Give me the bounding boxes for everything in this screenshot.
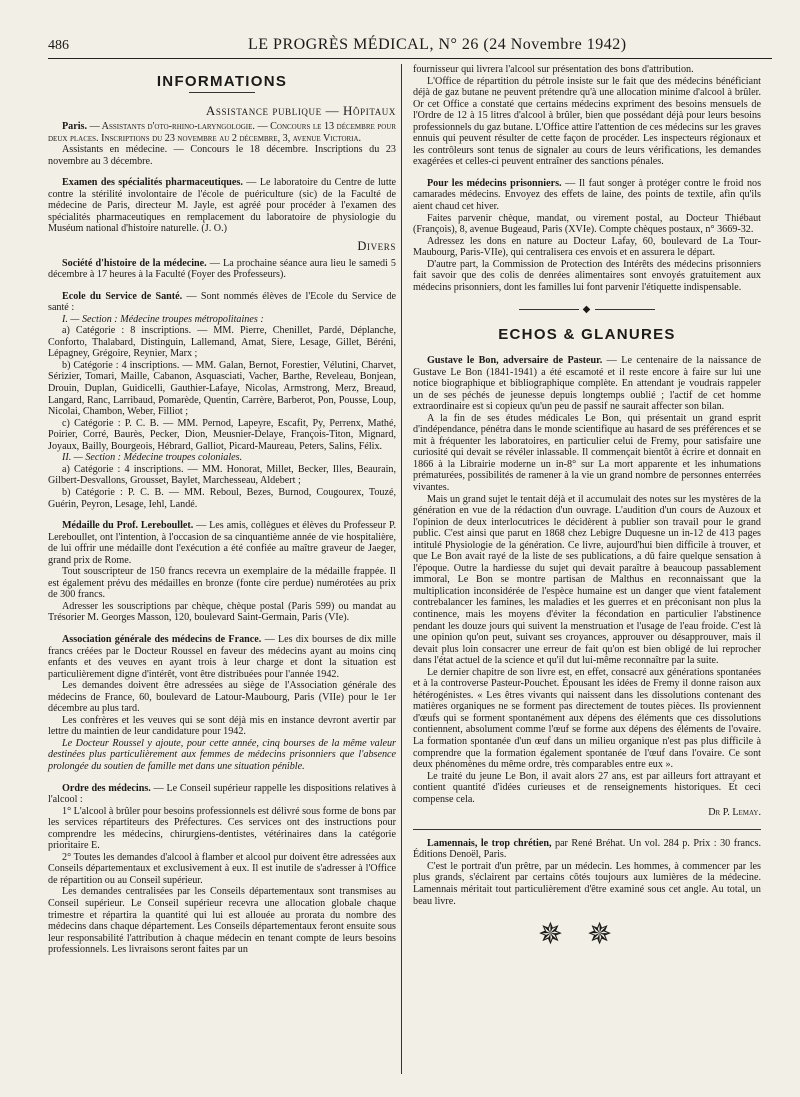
diamond-icon: ◆ [582, 303, 592, 315]
notice-ecole: Ecole du Service de Santé. — Sont nommés élèves de l'Ecole du Service de santé : [48, 290, 396, 314]
ecole-cat-a: a) Catégorie : 8 inscriptions. — MM. Pierre, Chenillet, Pardé, Déplanche, Conforto, Thalabard, Distinguin, Lallemand, Amat, Siere, Lesage, Gillet, Béréni, Lépagney, Grégoire, Reynier, Marx ; [48, 325, 396, 360]
continued-text: fournisseur qui livrera l'alcool sur présentation des bons d'attribution. [413, 64, 694, 75]
column-divider [401, 64, 402, 1074]
association-p3: Les confrères et les veuves qui se sont déjà mis en instance devront avertir par lettre du maintien de leur candidature pour 1942. [48, 714, 396, 738]
signature: Dr P. Lemay. [708, 807, 761, 819]
ecole-2-cat-a: a) Catégorie : 4 inscriptions. — MM. Honorat, Millet, Becker, Illes, Beaurain, Gilbert-Desvallons, Grousset, Baylet, Marchesseau, Aldebert ; [48, 463, 396, 487]
ordre-p1: 1° L'alcool à brûler pour besoins professionnels est délivré sous forme de bons par les services répartiteurs des Préfectures. Ces services ont des instructions pour comprendre les médecins, chirurgiens-dentistes, vétérinaires dans la catégorie prioritaire E. [48, 805, 397, 852]
ecole-section-2: II. — Section : Médecine troupes coloniales. [62, 452, 243, 464]
decorative-stars-icon: ✵✵ [537, 918, 637, 952]
notice-prisonniers: Pour les médecins prisonniers. — Il faut songer à protéger contre le froid nos camarades médecins. Envoyez des effets de laine, des points de textile, afin qu'ils aient chaud cet hiver. [413, 177, 762, 213]
notice-examen: Examen des spécialités pharmaceutiques. — Le laboratoire du Centre de lutte contre la stérilité involontaire de l'école de puériculture (sic) de la Faculté de médecine de Paris, directeur M. Jayle, est agréé pour procéder à l'examen des spécialités pharmaceutiques en remplacement du laboratoire de physiologie du Muséum national d'histoire naturelle. (J. O.) [48, 177, 396, 235]
article-le-bon: Gustave le Bon, adversaire de Pasteur. — Le centenaire de la naissance de Gustave Le Bon (1841-1941) a été escamoté et il reste encore à faire sur lui une notice biographique et bibliographique complète. En attendant je voudrais rappeler un de ses péchés de jeunesse depuis longtemps oublié ; l'actif de cet homme extraordinaire est si copieux qu'un peu de passif ne saurait affecter son bilan. [413, 354, 761, 413]
notice-lead: Paris. [62, 121, 88, 133]
le-bon-p5: Le traité du jeune Le Bon, il avait alors 27 ans, est par ailleurs fort attrayant et contient quantité d'idées curieuses et de renseignements historiques. Et ceci compense cela. [413, 770, 761, 805]
association-p4: Le Docteur Roussel y ajoute, pour cette année, cinq bourses de la même valeur destinées plus particulièrement aux femmes de médecins prisonniers que l'absence prolongée du soutien de famille met dans une situation pénible. [48, 737, 396, 772]
ordre-p2: 2° Toutes les demandes d'alcool à flamber et alcool pur doivent être adressées aux Conseils départementaux et exclusivement à eux. Il est inutile de s'adresser à l'Office de répartition ou au Conseil supérieur. [48, 851, 396, 886]
journal-title: LE PROGRÈS MÉDICAL, N° 26 (24 Novembre 1942) [248, 36, 627, 53]
le-bon-p3: Mais un grand sujet le tentait déjà et il accumulait des notes sur les mystères de la génération en vue de la rédaction d'un ouvrage. L'audition d'un cours de Auzoux et l'opinion de deux interlocutrices le décidèrent à publier son travail pour le grand public. C'est ainsi que parut en 1868 chez Lebigre Duquesne un in-12 de 413 pages intitulé Physiologie de la génération. Ce livre, aujourd'hui bien difficile à trouver, et que Le Bon avait rayé de la liste de ses publications, a dû faire quelque sensation à l'époque. Outre la hardiesse du sujet qui devait paraître à beaucoup passablement immoral, Le Bon se montre partisan de Malthus en reconnaissant que la multiplication inconsidérée de l'espèce humaine est un danger que vient fatalement contrebalancer les famines, les maladies et les guerres et en préconisant non plus la continence, mais les moyens d'éviter la fécondation en particulier l'abstinence pendant les douze jours qui suivent la menstruation et l'usage de l'eau froide. C'est là une opinion qu'on peut, suivant ses croyances, approuver ou désapprouver, mais il devait plus loin consacrer une erreur de fait qu'on est bien obligé de lui reprocher dans l'état actuel de la science et qu'il dut lui-même reconnaître par la suite. [413, 493, 761, 667]
petrole-notice: L'Office de répartition du pétrole insiste sur le fait que des médecins bénéficiant déjà de gaz butane ne peuvent prétendre qu'à une allocation minime d'alcool à brûler. Or cet Office a constaté que certains médecins expriment des besoins mensuels de l'Ordre de 12 à 15 litres d'alcool à brûler, bien que possédant déjà pour leurs besoins professionnels du gaz butane. L'Office attire l'attention de ces médecins sur les graves ennuis qui peuvent résulter de cette façon de procéder. Les inspecteurs régionaux et les contrôleurs sont tenus de signaler au cours de leurs vérifications, les demandes exagérées et celles-ci peuvent entraîner des sanctions pénales. [413, 75, 761, 168]
section-rule [189, 92, 255, 93]
section-title-informations: INFORMATIONS [156, 73, 288, 90]
le-bon-p2: A la fin de ses études médicales Le Bon, qui présentait un grand esprit d'indépendance, pénétra dans le monde scientifique au hasard de ses préférences et se mit à fréquenter les laboratoires, en particulier celui de Fremy, pour satisfaire une curiosité qui devait se révéler inlassable. Il commençait bientôt à écrire et donnait en 1866 à la Librairie moderne un in-8° sur La mort apparente et les inhumations prématurées, possibilités de ramener à la vie un grand nombre de personnes enterrées vivantes. [413, 412, 761, 493]
notice-assistants: Assistants en médecine. — Concours le 18 décembre. Inscriptions du 23 novembre au 3 décembre. [48, 144, 396, 167]
association-p2: Les demandes doivent être adressées au siège de l'Association générale des médecins de France, 60, boulevard de Latour-Maubourg, Paris (VIIe) pour le 1er décembre au plus tard. [48, 680, 396, 715]
medaille-p2: Tout souscripteur de 150 francs recevra un exemplaire de la médaille frappée. Il est également prévu des médailles en bronze (fonte cire perdue) numérotées au prix de 300 francs. [48, 566, 396, 601]
notice-medaille: Médaille du Prof. Lereboullet. — Les amis, collègues et élèves du Professeur P. Lereboullet, ont l'intention, à l'occasion de sa cinquantième année de vie hospitalière, de lui offrir une médaille dont l'exécution a été confiée au maître graveur de Jaeger, grand prix de Rome. [48, 520, 396, 566]
notice-paris: Paris. — Assistants d'oto-rhino-laryngologie. — Concours le 13 décembre pour deux places. Inscriptions du 23 novembre au 2 décembre, 3, avenue Victoria. [48, 121, 396, 144]
section-title-echos: ECHOS & GLANURES [498, 326, 676, 344]
prisonniers-p2: Faites parvenir chèque, mandat, ou virement postal, au Docteur Thiébaut (François), 8, avenue Bugeaud, Paris (XVIe). Compte chèques postaux, n° 3669-32. [413, 212, 761, 236]
lamennais-p2: C'est le portrait d'un prêtre, par un médecin. Les hommes, à commencer par les plus grands, s'éclairent par certains côtés toujours aux lumières de la médecine. Lamennais méritait tout particulièrement d'être examiné sous cet angle. Au total, un beau livre. [413, 860, 761, 907]
ecole-cat-b: b) Catégorie : 4 inscriptions. — MM. Galan, Bernot, Forestier, Vélutini, Charvet, Sérizier, Tomari, Maille, Cabanon, Asquasciati, Vacher, Barthe, Reveleau, Bonjean, Drouin, Duplan, Guidicelli, Gauthier-Lafaye, Nicolas, Armstrong, Merz, Breaud, Langard, Ranc, Larribaud, Pomarède, Quentin, Carrère, Barberot, Pon, Pousse, Loup, Nicolai, Chambon, Weber, Filliot ; [48, 359, 396, 418]
prisonniers-p4: D'autre part, la Commission de Protection des Intérêts des médecins prisonniers fait savoir que des colis de denrées alimentaires sont envoyés gratuitement aux médecins prisonniers, dont les familles lui font parvenir l'étiquette indispensable. [413, 258, 761, 293]
ordre-p3: Les demandes centralisées par les Conseils départementaux sont transmises au Conseil supérieur. Le Conseil supérieur recevra une allocation globale chaque trimestre et répartira la quantité qui lui est allouée au prorata du nombre des médecins dans chaque département. Les Conseils départementaux feront ensuite sous leur responsabilité l'attribution à chaque médecin en tenant compte de leurs besoins professionnels. Les livraisons seront faites par un [48, 886, 396, 956]
review-lamennais: Lamennais, le trop chrétien, par René Bréhat. Un vol. 284 p. Prix : 30 francs. Éditions Denoël, Paris. [413, 837, 761, 861]
header-rule [48, 58, 772, 59]
prisonniers-p3: Adressez les dons en nature au Docteur Lafay, 60, boulevard de La Tour-Maubourg, Paris-VIIe), qui centralisera ces envois et en assurera le départ. [413, 235, 761, 259]
notice-association: Association générale des médecins de France. — Les dix bourses de dix mille francs créées par le Docteur Roussel en faveur des médecins ayant au moins cinq enfants et des veuves en ayant trois à leur charge et dont la situation est particulièrement digne d'intérêt, vont être distribuées pour l'année 1942. [48, 633, 397, 680]
section-rule-bottom [413, 829, 761, 830]
subsection-assistance-publique: Assistance publique — Hôpitaux [205, 102, 396, 118]
left-column [48, 64, 396, 956]
notice-societe: Société d'histoire de la médecine. — La prochaine séance aura lieu le samedi 5 décembre à 17 heures à la Faculté (Foyer des Professeurs). [48, 257, 396, 281]
ecole-section-1: I. — Section : Médecine troupes métropolitaines : [62, 313, 264, 325]
page-header [48, 34, 772, 56]
medaille-p3: Adresser les souscriptions par chèque, chèque postal (Paris 599) ou mandat au Trésorier M. Georges Masson, 120, boulevard Saint-Germain, Paris (VIe). [48, 600, 396, 624]
notice-ordre: Ordre des médecins. — Le Conseil supérieur rappelle les dispositions relatives à l'alcool : [48, 782, 396, 806]
right-column [413, 64, 762, 952]
page-number: 486 [48, 38, 69, 53]
ornament-divider [413, 303, 761, 315]
subsection-divers: Divers [357, 239, 396, 254]
ecole-cat-c: c) Catégorie : P. C. B. — MM. Pernod, Lapeyre, Escafit, Py, Perrenx, Mathé, Poirier, Corré, Baurès, Pecker, Dion, Meusnier-Delaye, François-Titon, Mignard, Joyaux, Bailly, Bourgeois, Hébrard, Galliot, Picard-Maureau, Peters, Salins, Félix. [48, 417, 396, 452]
ecole-2-cat-b: b) Catégorie : P. C. B. — MM. Reboul, Bezes, Burnod, Cougourex, Touzé, Guérin, Peyron, Lesage, Iehl, Landé. [48, 486, 396, 510]
le-bon-p4: Le dernier chapitre de son livre est, en effet, consacré aux générations spontanées et à la controverse Pasteur-Pouchet. Épousant les idées de Fremy il donne raison aux hétérogénistes. « Les êtres vivants qui naissent dans les dissolutions contenant des matières organiques ne se forment pas directement de toutes pièces. Ils proviennent d'œufs qui se forment spontanément aux dépens des éléments que ces dissolutions contiennent, absolument comme l'œuf se forme aux dépens des éléments de l'ovaire. La formation spontanée d'un œuf dans un milieu organique n'est pas plus difficile à comprendre que la formation également spontanée de l'œuf dans l'ovaire. Ce sont deux phénomènes du même ordre, très comparables entre eux ». [413, 666, 761, 771]
